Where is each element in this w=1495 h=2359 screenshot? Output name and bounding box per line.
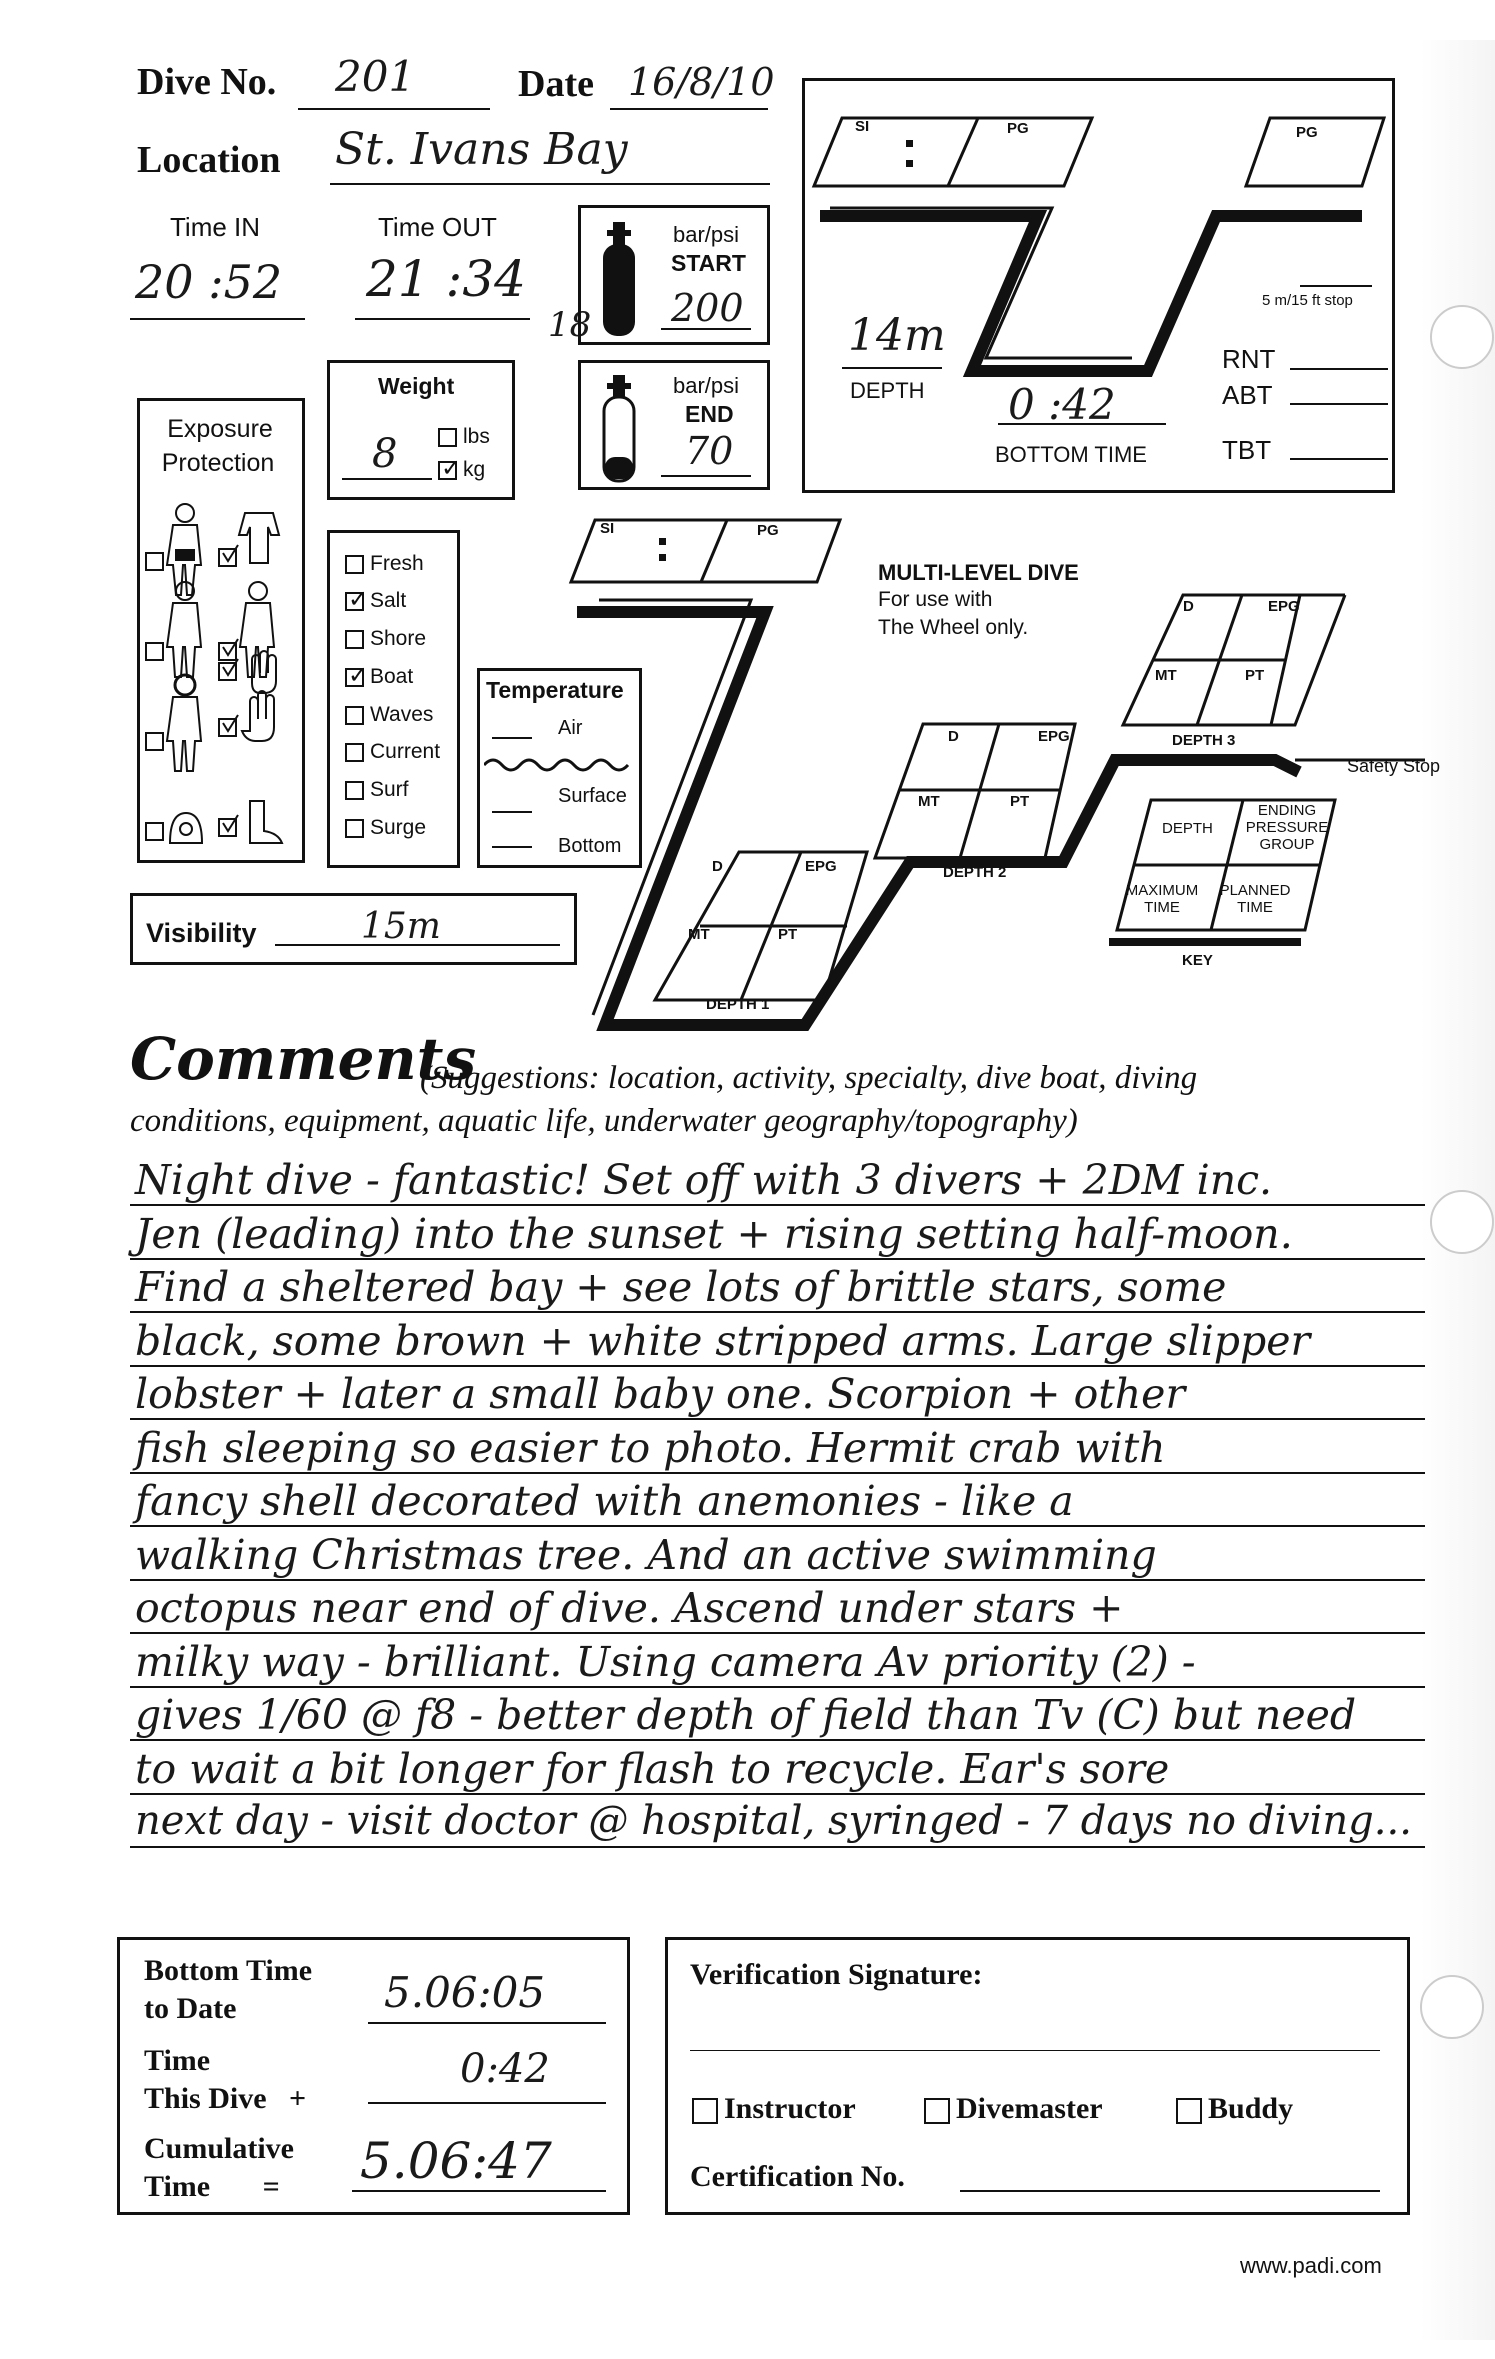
waves-checkbox[interactable] bbox=[345, 706, 364, 725]
start-line bbox=[661, 328, 751, 330]
btd-label-2: to Date bbox=[144, 1992, 237, 2025]
verification-label: Verification Signature: bbox=[690, 1958, 983, 1991]
tank-full-icon bbox=[599, 222, 639, 338]
ml-pg: PG bbox=[757, 522, 779, 539]
condition-surf[interactable] bbox=[345, 778, 409, 802]
weight-box bbox=[327, 360, 515, 500]
surface-line bbox=[492, 811, 532, 813]
condition-boat[interactable] bbox=[345, 665, 413, 689]
comment-line-text: milky way - brilliant. Using camera Av priority (2) - bbox=[135, 1637, 1196, 1686]
date-line bbox=[610, 108, 768, 110]
exposure-label-2: Protection bbox=[161, 449, 275, 477]
ml-d1-d: D bbox=[712, 858, 723, 875]
fresh-label: Fresh bbox=[370, 552, 424, 575]
comment-line-text: Find a sheltered bay + see lots of brittle stars, some bbox=[135, 1263, 1227, 1311]
visibility-label: Visibility bbox=[146, 918, 257, 948]
side-note: 18 bbox=[548, 305, 592, 345]
ml-d2-pt: PT bbox=[1010, 793, 1030, 810]
comment-line-text: fancy shell decorated with anemonies - like a bbox=[135, 1477, 1074, 1525]
comment-line-text: Jen (leading) into the sunset + rising setting half-moon. bbox=[135, 1209, 1293, 1258]
binder-hole-icon bbox=[1430, 1190, 1494, 1254]
depth-value: 14m bbox=[848, 310, 946, 361]
start-unit: bar/psi bbox=[673, 222, 740, 247]
comment-line-text: black, some brown + white stripped arms. Large slipper bbox=[135, 1316, 1311, 1365]
profile-si: SI bbox=[855, 118, 870, 135]
stop-label: 5 m/15 ft stop bbox=[1262, 292, 1353, 309]
weight-label: Weight bbox=[378, 373, 455, 399]
bottom-time-value: 0 :42 bbox=[1008, 380, 1116, 429]
multilevel-title: MULTI-LEVEL DIVE bbox=[878, 560, 1079, 585]
kg-checkbox[interactable] bbox=[438, 461, 457, 480]
ml-d2-d: D bbox=[948, 728, 959, 745]
ml-d1-pt: PT bbox=[778, 926, 798, 943]
ttd-label bbox=[144, 2042, 306, 2118]
plus-sign: + bbox=[289, 2082, 307, 2115]
boat-checkbox[interactable] bbox=[345, 668, 364, 687]
comment-rule bbox=[130, 1204, 1425, 1206]
time-in-value: 20 :52 bbox=[135, 255, 283, 309]
salt-checkbox[interactable] bbox=[345, 592, 364, 611]
buddy-option[interactable] bbox=[1176, 2092, 1293, 2126]
condition-fresh[interactable] bbox=[345, 552, 424, 576]
fresh-checkbox[interactable] bbox=[345, 555, 364, 574]
visibility-value: 15m bbox=[361, 906, 441, 947]
multilevel-subtitle-1: For use with bbox=[878, 588, 993, 611]
date-value: 16/8/10 bbox=[628, 60, 775, 104]
current-label: Current bbox=[370, 740, 441, 763]
kg-label: kg bbox=[463, 458, 486, 481]
ml-safety-stop: Safety Stop bbox=[1347, 756, 1441, 776]
location-line bbox=[330, 183, 770, 185]
depth-label: DEPTH bbox=[850, 378, 925, 403]
cert-line[interactable] bbox=[960, 2190, 1380, 2192]
comment-rule bbox=[130, 1525, 1425, 1527]
ml-d3-mt: MT bbox=[1155, 667, 1177, 684]
ml-depth2: DEPTH 2 bbox=[943, 864, 1007, 881]
key-pt: PLANNED TIME bbox=[1219, 882, 1291, 916]
visibility-box bbox=[130, 893, 577, 965]
bottom-line bbox=[492, 846, 532, 848]
comments-suggestion-1: (Suggestions: location, activity, specialty, dive boat, diving bbox=[420, 1060, 1198, 1096]
rnt-label: RNT bbox=[1222, 344, 1276, 374]
lbs-checkbox[interactable] bbox=[438, 428, 457, 447]
ml-d2-epg: EPG bbox=[1038, 728, 1070, 745]
comment-rule bbox=[130, 1793, 1425, 1795]
comment-line-text: to wait a bit longer for flash to recycle. Ear's sore bbox=[135, 1744, 1170, 1793]
bottom-time-label: BOTTOM TIME bbox=[995, 442, 1147, 467]
weight-value: 8 bbox=[372, 431, 398, 477]
btd-line bbox=[368, 2022, 606, 2024]
comment-line-text: walking Christmas tree. And an active swimming bbox=[135, 1530, 1157, 1579]
surf-label: Surf bbox=[370, 778, 409, 801]
location-label: Location bbox=[137, 139, 281, 181]
comment-line-text: octopus near end of dive. Ascend under stars + bbox=[135, 1584, 1124, 1632]
buddy-checkbox[interactable] bbox=[1176, 2098, 1202, 2124]
cum-value: 5.06:47 bbox=[360, 2132, 552, 2190]
location-value: St. Ivans Bay bbox=[335, 124, 628, 175]
air-label: Air bbox=[558, 717, 583, 739]
tbt-label: TBT bbox=[1222, 435, 1272, 465]
tank-empty-icon bbox=[599, 375, 639, 485]
ttd-line bbox=[368, 2102, 606, 2104]
shore-label: Shore bbox=[370, 627, 427, 650]
tank-start-box bbox=[578, 205, 770, 345]
btd-label-1: Bottom Time bbox=[144, 1954, 313, 1987]
comment-rule bbox=[130, 1846, 1425, 1848]
shore-checkbox[interactable] bbox=[345, 630, 364, 649]
abt-label: ABT bbox=[1222, 380, 1273, 410]
ml-d3-d: D bbox=[1183, 598, 1194, 615]
instructor-option[interactable] bbox=[692, 2092, 856, 2126]
surge-label: Surge bbox=[370, 816, 427, 839]
surface-label: Surface bbox=[558, 785, 627, 807]
ttd-label-2: This Dive bbox=[144, 2082, 267, 2115]
divemaster-checkbox[interactable] bbox=[924, 2098, 950, 2124]
comment-rule bbox=[130, 1418, 1425, 1420]
comment-line-text: lobster + later a small baby one. Scorpion + other bbox=[135, 1370, 1186, 1418]
weight-line bbox=[342, 478, 432, 480]
exposure-suits-icons bbox=[140, 501, 302, 856]
condition-surge[interactable] bbox=[345, 816, 426, 840]
lbs-label: lbs bbox=[463, 425, 490, 448]
surge-checkbox[interactable] bbox=[345, 819, 364, 838]
profile-pg: PG bbox=[1007, 120, 1029, 137]
ml-d1-epg: EPG bbox=[805, 858, 837, 875]
bottom-label: Bottom bbox=[558, 835, 622, 857]
profile-pg-2: PG bbox=[1296, 124, 1318, 141]
divemaster-label: Divemaster bbox=[956, 2092, 1103, 2125]
binder-hole-icon bbox=[1430, 305, 1494, 369]
footer-url: www.padi.com bbox=[1240, 2253, 1382, 2278]
cum-line bbox=[352, 2190, 606, 2192]
date-label: Date bbox=[518, 63, 594, 105]
multilevel-subtitle-2: The Wheel only. bbox=[878, 616, 1029, 639]
dive-no-value: 201 bbox=[335, 52, 416, 101]
exposure-label-1: Exposure bbox=[167, 415, 273, 443]
current-checkbox[interactable] bbox=[345, 743, 364, 762]
buddy-label: Buddy bbox=[1208, 2092, 1294, 2125]
end-label: END bbox=[685, 401, 734, 427]
time-out-line bbox=[355, 318, 530, 320]
condition-shore[interactable] bbox=[345, 627, 426, 651]
dive-no-line bbox=[298, 108, 490, 110]
condition-current[interactable] bbox=[345, 740, 440, 764]
signature-line[interactable] bbox=[690, 2050, 1380, 2051]
time-out-value: 21 :34 bbox=[366, 250, 526, 308]
time-in-label: Time IN bbox=[170, 212, 261, 242]
verification-box bbox=[665, 1937, 1410, 2215]
ml-d2-mt: MT bbox=[918, 793, 940, 810]
comment-line-text: next day - visit doctor @ hospital, syringed - 7 days no diving... bbox=[135, 1798, 1412, 1844]
comment-rule bbox=[130, 1579, 1425, 1581]
comment-rule bbox=[130, 1365, 1425, 1367]
waves-label: Waves bbox=[370, 703, 434, 726]
ml-d3-epg: EPG bbox=[1268, 598, 1300, 615]
comment-rule bbox=[130, 1472, 1425, 1474]
lbs-option[interactable] bbox=[438, 425, 490, 449]
totals-box bbox=[117, 1937, 630, 2215]
dive-no-label: Dive No. bbox=[137, 61, 277, 103]
comments-suggestion-2: conditions, equipment, aquatic life, underwater geography/topography) bbox=[130, 1103, 1078, 1139]
key-label: KEY bbox=[1182, 952, 1213, 969]
ml-d3-pt: PT bbox=[1245, 667, 1265, 684]
ml-depth1: DEPTH 1 bbox=[706, 996, 770, 1013]
temperature-label: Temperature bbox=[486, 677, 624, 703]
cert-label: Certification No. bbox=[690, 2160, 905, 2193]
kg-option[interactable] bbox=[438, 458, 485, 482]
boat-label: Boat bbox=[370, 665, 414, 688]
comment-line-text: Night dive - fantastic! Set off with 3 divers + 2DM inc. bbox=[135, 1156, 1273, 1204]
surf-checkbox[interactable] bbox=[345, 781, 364, 800]
cum-label-1: Cumulative bbox=[144, 2132, 294, 2165]
cum-label bbox=[144, 2130, 294, 2206]
comment-rule bbox=[130, 1739, 1425, 1741]
comment-rule bbox=[130, 1686, 1425, 1688]
comment-rule bbox=[130, 1311, 1425, 1313]
instructor-label: Instructor bbox=[724, 2092, 856, 2125]
time-in-line bbox=[130, 318, 305, 320]
cum-label-2: Time bbox=[144, 2170, 211, 2203]
btd-value: 5.06:05 bbox=[384, 1968, 546, 2017]
comment-line-text: fish sleeping so easier to photo. Hermit crab with bbox=[135, 1423, 1166, 1472]
binder-hole-icon bbox=[1420, 1975, 1484, 2039]
comment-rule bbox=[130, 1258, 1425, 1260]
start-label: START bbox=[671, 250, 746, 276]
ttd-label-1: Time bbox=[144, 2044, 211, 2077]
ttd-value: 0:42 bbox=[460, 2046, 550, 2092]
instructor-checkbox[interactable] bbox=[692, 2098, 718, 2124]
multilevel-diagram bbox=[555, 510, 1455, 1035]
exposure-box bbox=[137, 398, 305, 863]
ml-depth3: DEPTH 3 bbox=[1172, 732, 1236, 749]
equals-sign: = bbox=[262, 2170, 280, 2203]
air-line bbox=[492, 737, 532, 739]
end-line bbox=[661, 475, 751, 477]
condition-salt[interactable] bbox=[345, 589, 406, 613]
divemaster-option[interactable] bbox=[924, 2092, 1103, 2126]
btd-label bbox=[144, 1952, 312, 2028]
key-epg: ENDING PRESSURE GROUP bbox=[1245, 802, 1329, 853]
tank-end-box bbox=[578, 360, 770, 490]
end-value: 70 bbox=[685, 429, 734, 473]
condition-waves[interactable] bbox=[345, 703, 433, 727]
salt-label: Salt bbox=[370, 589, 407, 612]
time-out-label: Time OUT bbox=[378, 212, 497, 242]
key-depth: DEPTH bbox=[1162, 820, 1213, 837]
comment-line-text: gives 1/60 @ f8 - better depth of field than Tv (C) but need bbox=[135, 1691, 1357, 1739]
comments-heading: Comments bbox=[130, 1025, 477, 1093]
start-value: 200 bbox=[671, 286, 744, 330]
ml-si: SI bbox=[600, 520, 615, 537]
ml-d1-mt: MT bbox=[688, 926, 710, 943]
end-unit: bar/psi bbox=[673, 373, 740, 398]
key-mt: MAXIMUM TIME bbox=[1125, 882, 1199, 916]
comment-rule bbox=[130, 1632, 1425, 1634]
